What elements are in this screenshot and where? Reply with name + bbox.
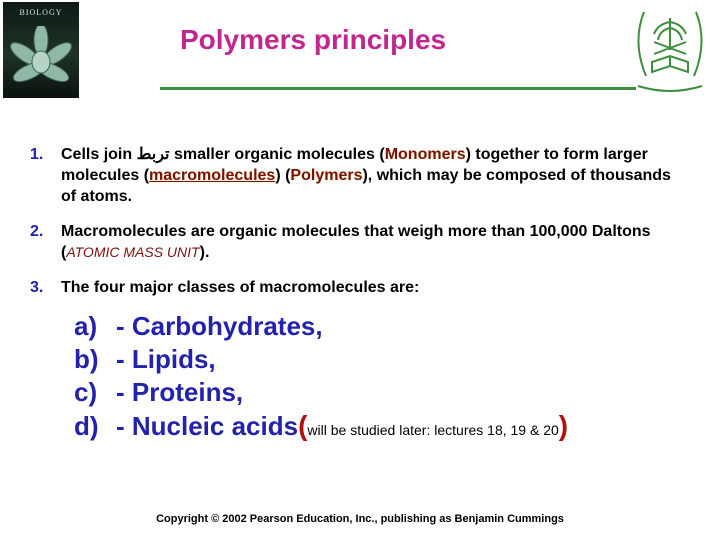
- text-run: smaller organic molecules (: [169, 146, 385, 163]
- list-letter: d): [74, 411, 99, 441]
- point-text: [61, 144, 690, 207]
- list-letter: b): [74, 344, 99, 374]
- list-letter: c): [74, 377, 98, 407]
- term-polymers: Polymers: [290, 167, 363, 184]
- text-run: ) (: [275, 167, 291, 184]
- lecture-note: will be studied later: lectures 18, 19 & 20: [307, 422, 559, 438]
- list-item: [74, 410, 568, 443]
- list-text: - Lipids,: [116, 344, 216, 374]
- text-run: ) together to form larger molecules (: [61, 146, 648, 184]
- open-paren: (: [298, 410, 308, 441]
- main-content: [30, 144, 690, 312]
- point-number: 3.: [30, 279, 44, 296]
- list-letter: a): [74, 311, 98, 341]
- point-number: 1.: [30, 146, 44, 163]
- title-divider: [160, 87, 636, 90]
- term-macromolecules: macromolecules: [149, 167, 276, 184]
- list-item: [74, 311, 568, 344]
- point-1: [30, 144, 690, 207]
- point-3: [30, 277, 690, 298]
- term-monomers: Monomers: [384, 146, 466, 163]
- list-item: [74, 344, 568, 377]
- close-paren: ): [558, 410, 569, 441]
- list-text: - Nucleic acids: [116, 411, 299, 441]
- point-text: The four major classes of macromolecules are:: [61, 279, 420, 296]
- succulent-plant-icon: [3, 26, 79, 98]
- list-text: - Proteins,: [116, 377, 244, 407]
- textbook-cover-image: [3, 2, 79, 98]
- page-title: Polymers principles: [180, 24, 447, 55]
- list-text: - Carbohydrates,: [116, 311, 323, 341]
- university-logo: [624, 2, 716, 98]
- text-run: Cells join: [61, 146, 137, 163]
- point-2: [30, 221, 690, 263]
- text-run: ).: [199, 244, 210, 261]
- point-number: 2.: [30, 223, 44, 240]
- arabic-word: تربط: [136, 146, 170, 163]
- point-text: [61, 221, 690, 263]
- book-title: BIOLOGY: [19, 8, 63, 17]
- macromolecule-classes-list: [74, 311, 568, 443]
- term-atomic-mass-unit: ATOMIC MASS UNIT: [66, 244, 200, 260]
- text-run: Macromolecules are organic molecules that weigh more than 100,000 Daltons (: [61, 223, 651, 261]
- text-run: ), which may be composed of thousands of atoms.: [61, 167, 671, 205]
- list-item: [74, 377, 568, 410]
- copyright-notice: Copyright © 2002 Pearson Education, Inc., publishing as Benjamin Cummings: [156, 513, 564, 525]
